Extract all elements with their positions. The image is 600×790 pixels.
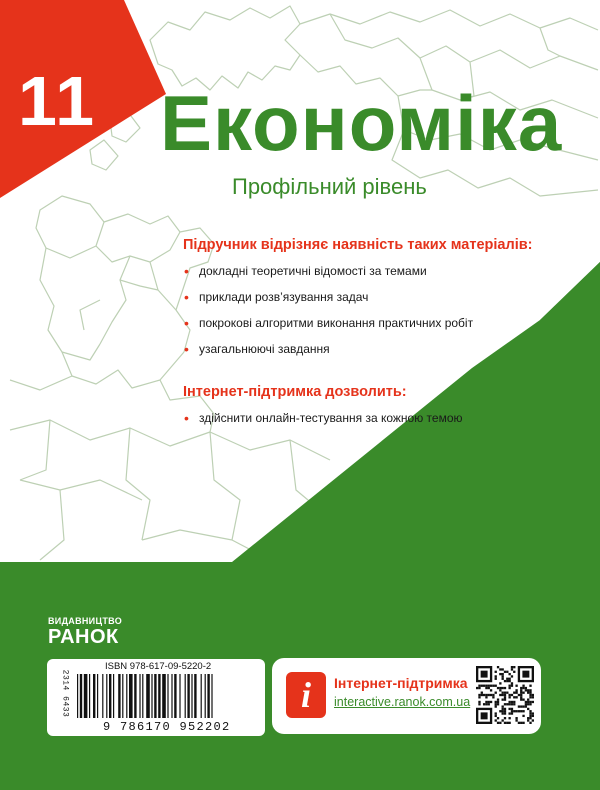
qr-code-icon[interactable] [476, 666, 534, 724]
publisher-logo [48, 617, 122, 647]
side-code: 2314 6433 [60, 669, 70, 718]
barcode-image [69, 674, 259, 720]
list-item [183, 289, 583, 315]
list-item-text: приклади розв’язування задач [199, 290, 369, 304]
internet-heading: Інтернет-підтримка дозволить: [183, 384, 407, 400]
bullet-icon: • [184, 263, 189, 279]
internet-section [183, 384, 583, 436]
list-item-text: покрокові алгоритми виконання практичних робіт [199, 316, 474, 330]
isbn-text: ISBN 978-617-09-5220-2 [105, 661, 212, 672]
list-item-text: докладні теоретичні відомості за темами [199, 264, 427, 278]
barcode-panel [47, 659, 265, 736]
book-subtitle: Профільний рівень [232, 174, 427, 199]
list-item-text: здійснити онлайн-тестування за кожною темою [199, 411, 463, 425]
info-icon: i [286, 672, 326, 718]
list-item [183, 263, 583, 289]
bullet-icon: • [184, 341, 189, 357]
features-section [183, 237, 583, 367]
list-item-text: узагальнюючі завдання [199, 342, 330, 356]
support-url-link[interactable]: interactive.ranok.com.ua [334, 695, 471, 709]
grade-number: 11 [18, 62, 96, 140]
list-item [183, 410, 583, 436]
bullet-icon: • [184, 315, 189, 331]
features-heading: Підручник відрізняє наявність таких матеріалів: [183, 237, 533, 253]
support-label: Інтернет-підтримка [334, 675, 468, 691]
publisher-name: РАНОК [48, 626, 119, 648]
bullet-icon: • [184, 289, 189, 305]
internet-list [183, 410, 583, 436]
list-item [183, 315, 583, 341]
internet-support-panel [272, 658, 541, 734]
bullet-icon: • [184, 410, 189, 426]
features-list [183, 263, 583, 367]
barcode-digits: 9 786170 952202 [103, 720, 231, 734]
book-title: Економіка [160, 79, 563, 167]
list-item [183, 341, 583, 367]
publisher-label: ВИДАВНИЦТВО [48, 616, 122, 626]
